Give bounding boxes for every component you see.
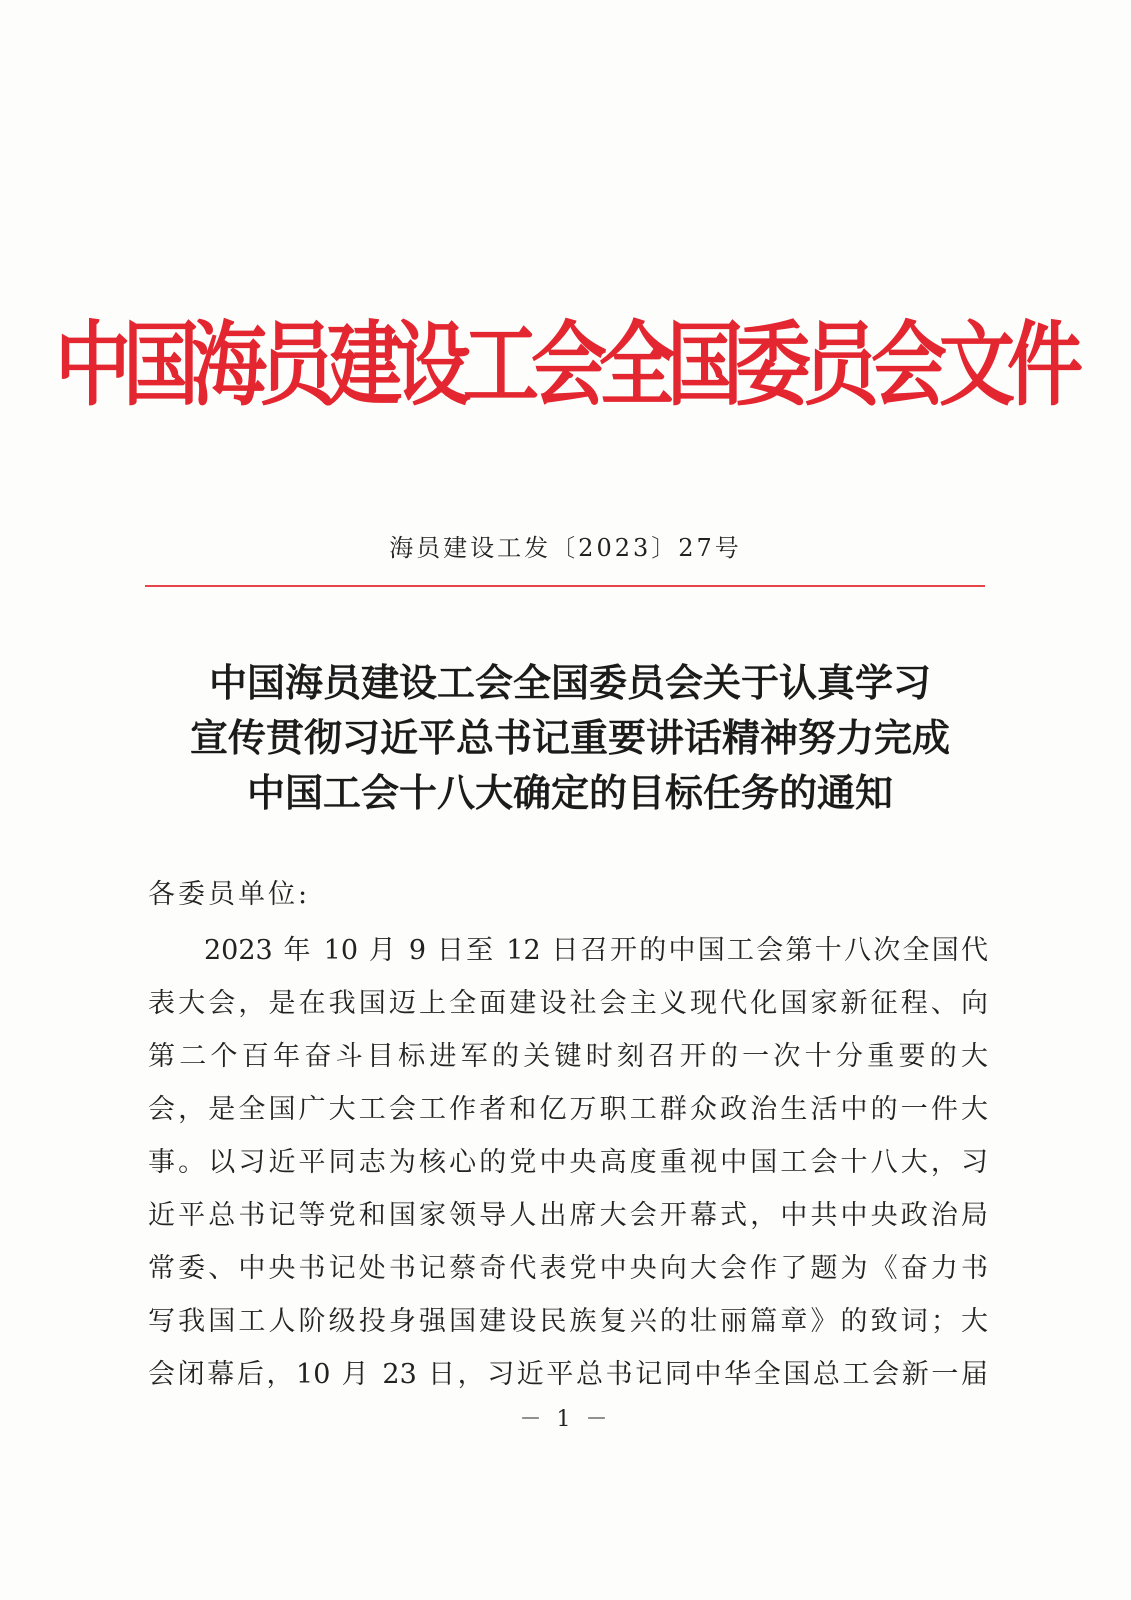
page-number: － 1 －: [519, 1407, 612, 1432]
body-line: 写我国工人阶级投身强国建设民族复兴的壮丽篇章》的致词；大: [148, 1306, 988, 1337]
body-line: 会，是全国广大工会工作者和亿万职工群众政治生活中的一件大: [148, 1094, 988, 1125]
title-line: 宣传贯彻习近平总书记重要讲话精神努力完成: [189, 715, 950, 760]
red-divider-line: [145, 585, 985, 587]
body-line: 常委、中央书记处书记蔡奇代表党中央向大会作了题为《奋力书: [148, 1253, 988, 1284]
title-line: 中国工会十八大确定的目标任务的通知: [246, 770, 893, 815]
document-number: 海员建设工发〔2023〕27号: [389, 534, 742, 562]
document-title: [140, 655, 1000, 820]
body-line: 第二个百年奋斗目标进军的关键时刻召开的一次十分重要的大: [148, 1041, 988, 1072]
title-line: 中国海员建设工会全国委员会关于认真学习: [208, 660, 931, 705]
body-line: 2023 年 10 月 9 日至 12 日召开的中国工会第十八次全国代: [204, 935, 988, 966]
body-line: 事。以习近平同志为核心的党中央高度重视中国工会十八大，习: [148, 1147, 988, 1178]
body-line: 近平总书记等党和国家领导人出席大会开幕式，中共中央政治局: [148, 1200, 988, 1231]
body-line: 表大会，是在我国迈上全面建设社会主义现代化国家新征程、向: [148, 988, 988, 1019]
body-paragraph: [148, 924, 988, 1401]
salutation: 各委员单位:: [148, 879, 311, 910]
issuer-header: 中国海员建设工会全国委员会文件: [55, 310, 1075, 418]
body-line: 会闭幕后，10 月 23 日，习近平总书记同中华全国总工会新一届: [148, 1359, 988, 1390]
